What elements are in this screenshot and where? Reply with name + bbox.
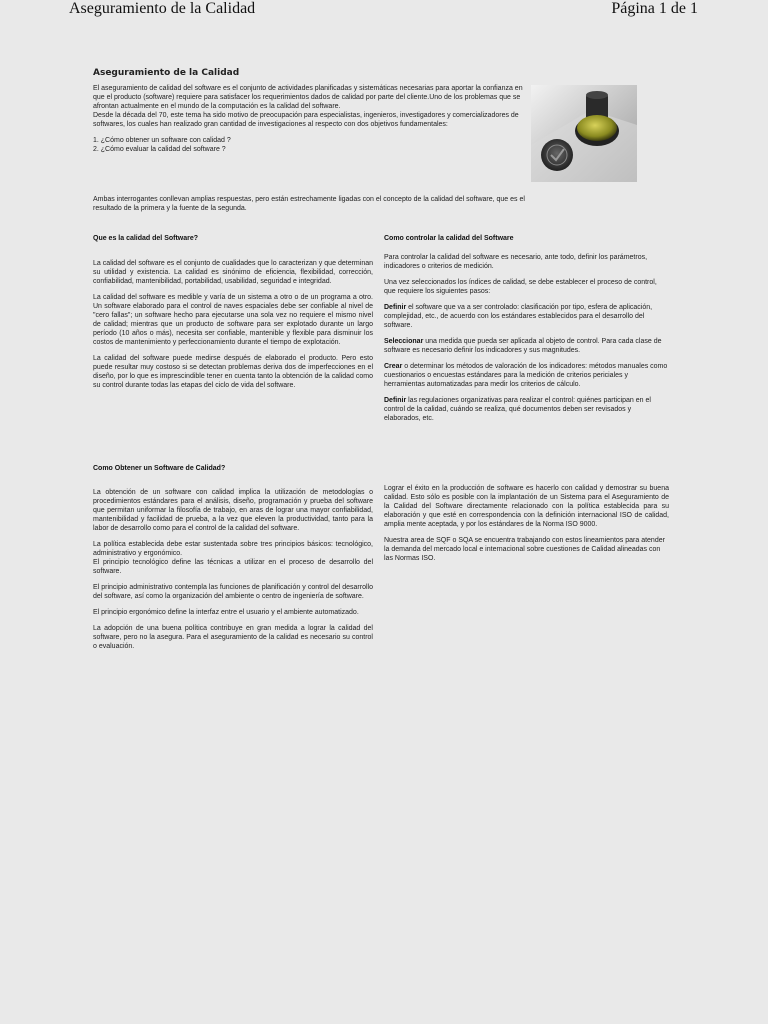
section-paragraph: La calidad del software es medible y varía de un sistema a otro o de un programa a otro. Un software elaborado para el control de naves espaciales debe ser confiable al nivel de "cero fallas"; un software hecho para ejecutarse una sola vez no requiere el mismo nivel de calidad; mientras que un producto de software para ser explotado durante un largo período (10 años o más), necesita ser confiable, mantenible y flexible para disminuir los costos de mantenimiento y perfeccionamiento durante el tiempo de explotación. xyxy=(93,294,373,346)
step-keyword: Definir xyxy=(384,304,407,311)
intro-paragraph: Desde la década del 70, este tema ha sido motivo de preocupación para especialistas, ingenieros, investigadores y comercializadores de softwares, los cuales han realizado gran cantidad de investigaciones al respecto con dos objetivos fundamentales: xyxy=(93,112,519,128)
control-step xyxy=(384,337,669,355)
section-paragraph: La política establecida debe estar sustentada sobre tres principios básicos: tecnológico, administrativo y ergonómico. xyxy=(93,541,373,557)
section-paragraph: El principio ergonómico define la interfaz entre el usuario y el ambiente automatizado. xyxy=(93,609,359,616)
section-heading: Como Obtener un Software de Calidad? xyxy=(93,465,226,472)
step-keyword: Definir xyxy=(384,397,407,404)
section-paragraph: Nuestra area de SQF o SQA se encuentra trabajando con estos lineamientos para atender la demanda del mercado local e internacional sobre cuestiones de Calidad alineadas con las Normas ISO. xyxy=(384,537,665,562)
section-paragraph: El principio tecnológico define las técnicas a utilizar en el proceso de desarrollo del software. xyxy=(93,559,373,575)
section-heading: Como controlar la calidad del Software xyxy=(384,235,514,242)
section-paragraph: La obtención de un software con calidad implica la utilización de metodologías o procedimientos estándares para el análisis, diseño, programación y prueba del software que permitan uniformar la filosofía de trabajo, en aras de lograr una mayor confiabilidad, mantenibilidad y facilidad de prueba, a la vez que eleven la productividad, tanto para la labor de desarrollo como para el control de la calidad del software. xyxy=(93,489,373,532)
section-como-obtener xyxy=(93,464,373,651)
section-paragraph: Una vez seleccionados los índices de calidad, se debe establecer el proceso de control, que requiere los siguientes pasos: xyxy=(384,279,657,295)
step-keyword: Crear xyxy=(384,363,403,370)
section-conclusion xyxy=(384,484,669,563)
question-item: 2. ¿Cómo evaluar la calidad del software ? xyxy=(93,146,226,153)
section-paragraph: El principio administrativo contempla las funciones de planificación y control del desarrollo del software, así como la organización del ambiente o centro de ingeniería de software. xyxy=(93,584,373,600)
section-como-controlar xyxy=(384,234,669,423)
question-item: 1. ¿Cómo obtener un software con calidad ? xyxy=(93,137,231,144)
section-paragraph: Para controlar la calidad del software es necesario, ante todo, definir los parámetros, indicadores o criterios de medición. xyxy=(384,254,648,270)
step-text: una medida que pueda ser aplicada al objeto de control. Para cada clase de software es necesario definir los indicadores y sus magnitudes. xyxy=(384,338,662,354)
print-header xyxy=(0,0,768,22)
section-paragraph: La adopción de una buena política contribuye en gran medida a lograr la calidad del software, pero no la asegura. Para el aseguramiento de la calidad es necesario su control o evaluación. xyxy=(93,625,373,650)
print-header-page-number: Página 1 de 1 xyxy=(611,0,698,17)
section-paragraph: La calidad del software puede medirse después de elaborado el producto. Pero esto puede resultar muy costoso si se detectan problemas deriva dos de imperfecciones en el diseño, por lo que es imprescindible tener en cuenta tanto la obtención de la calidad como su control durante todas las etapas del ciclo de vida del software. xyxy=(93,355,373,389)
control-step xyxy=(384,303,669,330)
section-heading: Que es la calidad del Software? xyxy=(93,235,199,242)
quality-seal-image xyxy=(531,85,637,182)
step-keyword: Seleccionar xyxy=(384,338,424,345)
article-title-block xyxy=(93,68,525,84)
section-paragraph: La calidad del software es el conjunto de cualidades que lo caracterizan y que determinan su utilidad y existencia. La calidad es sinónimo de eficiencia, flexibilidad, corrección, confiabilidad, mantenibilidad, portabilidad, usabilidad, seguridad e integridad. xyxy=(93,260,373,285)
section-que-es-calidad xyxy=(93,234,373,390)
step-text: el software que va a ser controlado: clasificación por tipo, esfera de aplicación, complejidad, etc., de acuerdo con los estándares establecidos para el desarrollo del software. xyxy=(384,304,653,329)
step-text: las regulaciones organizativas para realizar el control: quiénes participan en el control de la calidad, cuándo se realiza, qué documentos deben ser revisados y elaborados, etc. xyxy=(384,397,651,422)
control-step xyxy=(384,396,669,423)
intro-paragraph: El aseguramiento de calidad del software es el conjunto de actividades planificadas y sistemáticas necesarias para aportar la confianza en que el producto (software) requiere para satisfacer los requerimientos dados de calidad por parte del cliente.Uno de los problemas que se afrontan actualmente en el mundo de la computación es la calidad del software. xyxy=(93,85,523,110)
section-paragraph: Lograr el éxito en la producción de software es hacerlo con calidad y demostrar su buena calidad. Esto sólo es posible con la implantación de un Sistema para el Aseguramiento de la Calidad del Software directamente relacionado con la política establecida para su elaboración y que esté en correspondencia con la definición internacional ISO de calidad, amplia mente aceptada, y por los estándares de la Norma ISO 9000. xyxy=(384,485,669,528)
closing-paragraph: Ambas interrogantes conllevan amplias respuestas, pero están estrechamente ligadas con el concepto de la calidad del software, que es el resultado de la primera y la fuente de la segunda. xyxy=(93,196,525,212)
article-intro xyxy=(93,84,525,154)
step-text: o determinar los métodos de valoración de los indicadores: métodos manuales como cuestionarios o encuestas estándares para la medición de criterios periciales y herramientas automatizadas para medir los criterios de cálculo. xyxy=(384,363,668,388)
article-closing xyxy=(93,195,525,213)
print-header-title: Aseguramiento de la Calidad xyxy=(69,0,256,17)
control-step xyxy=(384,362,669,389)
article-title: Aseguramiento de la Calidad xyxy=(93,68,240,78)
